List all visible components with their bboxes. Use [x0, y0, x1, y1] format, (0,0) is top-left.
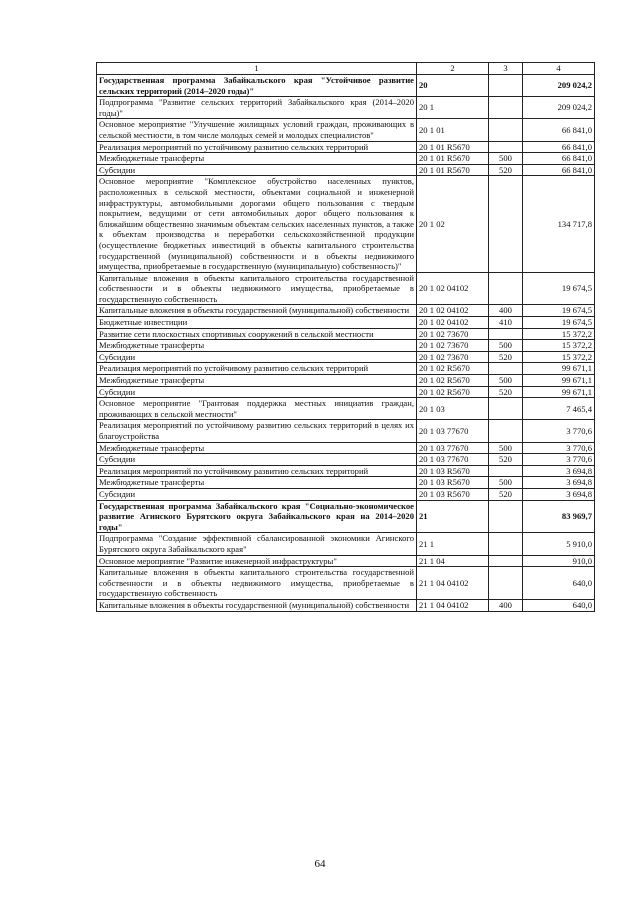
row-code: 21 1: [417, 533, 489, 555]
row-name: Межбюджетные трансферты: [97, 442, 417, 454]
table-row: [97, 442, 595, 454]
table-body: [97, 75, 595, 612]
table-row: [97, 555, 595, 567]
row-name: Капитальные вложения в объекты государственной (муниципальной) собственности: [97, 599, 417, 611]
row-amount: 99 671,1: [523, 363, 595, 375]
row-name: Государственная программа Забайкальского края "Устойчивое развитие сельских территорий (2014–2020 годы)": [97, 75, 417, 97]
row-code: 20 1 03 77670: [417, 442, 489, 454]
row-code: 20 1 02: [417, 176, 489, 272]
row-amount: 15 372,2: [523, 328, 595, 340]
budget-table: [96, 62, 595, 612]
table-row: [97, 164, 595, 176]
row-name: Государственная программа Забайкальского края "Социально-экономическое развитие Агинского Бурятского округа Забайкальского края на 2014–2020 годы": [97, 500, 417, 533]
row-amount: 209 024,2: [523, 97, 595, 119]
table-row: [97, 465, 595, 477]
row-expense-type: 520: [489, 386, 523, 398]
row-name: Межбюджетные трансферты: [97, 477, 417, 489]
table-row: [97, 375, 595, 387]
table-row: [97, 119, 595, 141]
row-name: Реализация мероприятий по устойчивому развитию сельских территорий: [97, 141, 417, 153]
row-name: Капитальные вложения в объекты государственной (муниципальной) собственности: [97, 305, 417, 317]
row-name: Субсидии: [97, 386, 417, 398]
row-amount: 640,0: [523, 567, 595, 600]
row-expense-type: 400: [489, 599, 523, 611]
header-col-2: 2: [417, 63, 489, 75]
header-col-3: 3: [489, 63, 523, 75]
row-code: 20 1 03: [417, 398, 489, 420]
row-code: 20 1 03 77670: [417, 454, 489, 466]
row-code: 20 1 03 R5670: [417, 477, 489, 489]
row-expense-type: 500: [489, 153, 523, 165]
row-code: 20 1 02 R5670: [417, 375, 489, 387]
header-col-1: 1: [97, 63, 417, 75]
row-expense-type: 500: [489, 340, 523, 352]
row-expense-type: 520: [489, 164, 523, 176]
row-code: 20 1 02 R5670: [417, 363, 489, 375]
row-expense-type: [489, 420, 523, 442]
row-code: 20 1 02 73670: [417, 340, 489, 352]
row-expense-type: 500: [489, 375, 523, 387]
row-name: Капитальные вложения в объекты капитального строительства государственной собственности и в объекты недвижимого имущества, приобретаемые в государственную собственность: [97, 272, 417, 305]
row-code: 20 1 03 77670: [417, 420, 489, 442]
row-code: 20 1 02 73670: [417, 328, 489, 340]
row-code: 20 1: [417, 97, 489, 119]
row-code: 20 1 02 73670: [417, 351, 489, 363]
row-expense-type: [489, 272, 523, 305]
table-row: [97, 420, 595, 442]
table-row: [97, 500, 595, 533]
row-amount: 66 841,0: [523, 141, 595, 153]
row-code: 20 1 03 R5670: [417, 488, 489, 500]
row-name: Подпрограмма "Развитие сельских территорий Забайкальского края (2014–2020 годы)": [97, 97, 417, 119]
row-amount: 19 674,5: [523, 317, 595, 329]
row-amount: 3 770,6: [523, 420, 595, 442]
row-amount: 134 717,8: [523, 176, 595, 272]
row-amount: 15 372,2: [523, 351, 595, 363]
row-expense-type: [489, 97, 523, 119]
row-expense-type: 400: [489, 305, 523, 317]
table-row: [97, 533, 595, 555]
row-expense-type: 520: [489, 351, 523, 363]
row-code: 20 1 02 04102: [417, 317, 489, 329]
table-row: [97, 454, 595, 466]
row-code: 20 1 02 R5670: [417, 386, 489, 398]
row-code: 20 1 01 R5670: [417, 153, 489, 165]
row-code: 20 1 02 04102: [417, 272, 489, 305]
row-code: 20 1 03 R5670: [417, 465, 489, 477]
row-amount: 3 770,6: [523, 454, 595, 466]
row-name: Субсидии: [97, 164, 417, 176]
row-expense-type: 520: [489, 488, 523, 500]
row-amount: 5 910,0: [523, 533, 595, 555]
header-col-4: 4: [523, 63, 595, 75]
table-row: [97, 488, 595, 500]
row-amount: 15 372,2: [523, 340, 595, 352]
row-amount: 66 841,0: [523, 153, 595, 165]
row-name: Основное мероприятие "Грантовая поддержка местных инициатив граждан, проживающих в сельской местности": [97, 398, 417, 420]
table-row: [97, 153, 595, 165]
table-row: [97, 340, 595, 352]
row-expense-type: 500: [489, 477, 523, 489]
row-amount: 3 694,8: [523, 477, 595, 489]
row-expense-type: [489, 555, 523, 567]
table-row: [97, 386, 595, 398]
row-expense-type: [489, 567, 523, 600]
row-amount: 19 674,5: [523, 305, 595, 317]
row-expense-type: [489, 500, 523, 533]
row-amount: 19 674,5: [523, 272, 595, 305]
row-code: 21 1 04 04102: [417, 599, 489, 611]
row-code: 20 1 02 04102: [417, 305, 489, 317]
row-expense-type: 520: [489, 454, 523, 466]
row-name: Реализация мероприятий по устойчивому развитию сельских территорий: [97, 363, 417, 375]
row-amount: 3 770,6: [523, 442, 595, 454]
table-row: [97, 351, 595, 363]
budget-table-page: [96, 62, 594, 612]
row-name: Основное мероприятие "Улучшение жилищных условий граждан, проживающих в сельской местности, в том числе молодых семей и молодых специалистов": [97, 119, 417, 141]
row-expense-type: [489, 465, 523, 477]
row-amount: 99 671,1: [523, 386, 595, 398]
row-amount: 99 671,1: [523, 375, 595, 387]
row-code: 21: [417, 500, 489, 533]
row-expense-type: [489, 363, 523, 375]
row-amount: 3 694,8: [523, 488, 595, 500]
row-name: Основное мероприятие "Комплексное обустройство населенных пунктов, расположенных в сельской местности, объектами социальной и инженерной инфраструктуры, автомобильными дорогами общего пользования с твердым покрытием, ведущими от сети автомобильных дорог общего пользования к ближайшим общественно значимым объектам сельских населенных пунктов, а также к объектам производства и переработки сельскохозяйственной продукции (осуществление бюджетных инвестиций в объекты капитального строительства государственной (муниципальной) собственности и в объекты недвижимого имущества, приобретаемые в государственную (муниципальную) собственность)": [97, 176, 417, 272]
table-row: [97, 398, 595, 420]
table-row: [97, 567, 595, 600]
row-amount: 209 024,2: [523, 75, 595, 97]
table-row: [97, 599, 595, 611]
row-expense-type: [489, 398, 523, 420]
table-header-row: [97, 63, 595, 75]
table-row: [97, 317, 595, 329]
row-name: Межбюджетные трансферты: [97, 340, 417, 352]
page-number: 64: [314, 858, 326, 870]
row-code: 20: [417, 75, 489, 97]
row-name: Бюджетные инвестиции: [97, 317, 417, 329]
row-name: Капитальные вложения в объекты капитального строительства государственной собственности и в объекты недвижимого имущества, приобретаемые в государственную собственность: [97, 567, 417, 600]
row-amount: 910,0: [523, 555, 595, 567]
row-amount: 83 969,7: [523, 500, 595, 533]
row-name: Субсидии: [97, 488, 417, 500]
row-code: 21 1 04 04102: [417, 567, 489, 600]
row-code: 20 1 01 R5670: [417, 164, 489, 176]
row-amount: 66 841,0: [523, 119, 595, 141]
row-name: Реализация мероприятий по устойчивому развитию сельских территорий в целях их благоустройства: [97, 420, 417, 442]
row-expense-type: [489, 141, 523, 153]
row-expense-type: [489, 328, 523, 340]
table-row: [97, 176, 595, 272]
row-amount: 66 841,0: [523, 164, 595, 176]
row-code: 21 1 04: [417, 555, 489, 567]
table-row: [97, 272, 595, 305]
table-row: [97, 75, 595, 97]
row-name: Межбюджетные трансферты: [97, 153, 417, 165]
row-name: Подпрограмма "Создание эффективной сбалансированной экономики Агинского Бурятского округа Забайкальского края": [97, 533, 417, 555]
row-name: Межбюджетные трансферты: [97, 375, 417, 387]
row-expense-type: 410: [489, 317, 523, 329]
table-row: [97, 305, 595, 317]
row-expense-type: 500: [489, 442, 523, 454]
row-expense-type: [489, 176, 523, 272]
row-name: Субсидии: [97, 351, 417, 363]
table-row: [97, 363, 595, 375]
row-name: Субсидии: [97, 454, 417, 466]
row-amount: 7 465,4: [523, 398, 595, 420]
row-code: 20 1 01 R5670: [417, 141, 489, 153]
row-code: 20 1 01: [417, 119, 489, 141]
row-name: Основное мероприятие "Развитие инженерной инфраструктуры": [97, 555, 417, 567]
row-expense-type: [489, 533, 523, 555]
table-row: [97, 141, 595, 153]
table-row: [97, 477, 595, 489]
row-name: Развитие сети плоскостных спортивных сооружений в сельской местности: [97, 328, 417, 340]
row-name: Реализация мероприятий по устойчивому развитию сельских территорий: [97, 465, 417, 477]
row-amount: 3 694,8: [523, 465, 595, 477]
row-expense-type: [489, 75, 523, 97]
table-row: [97, 97, 595, 119]
row-expense-type: [489, 119, 523, 141]
table-row: [97, 328, 595, 340]
row-amount: 640,0: [523, 599, 595, 611]
